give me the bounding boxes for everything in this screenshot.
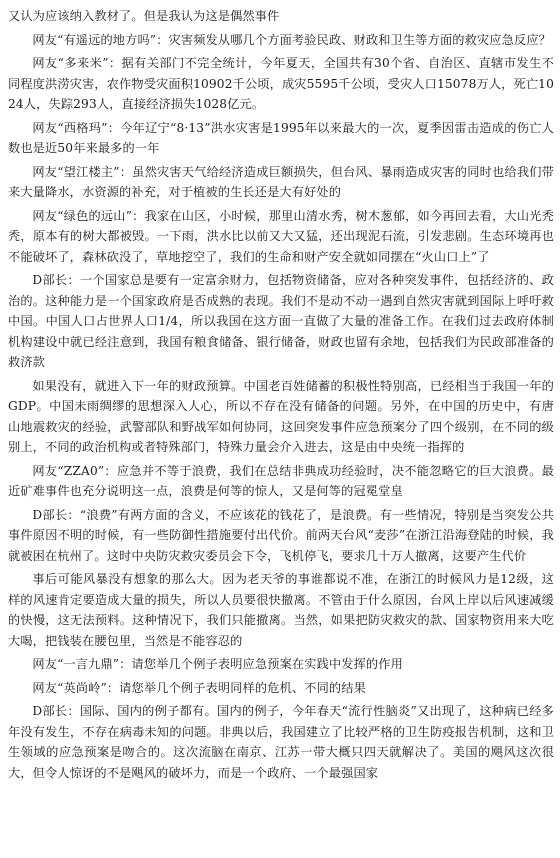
paragraph-8: 如果没有，就进入下一年的财政预算。中国老百姓储蓄的积极性特别高，已经相当于我国一年的GDP。中国未雨绸缪的思想深入人心，所以不存在没有储备的问题。另外，在中国的历史中，有唐山地震救灾的经验，武警部队和野战军如何协同，这回突发事件应急预案分了四个级别，在不同的级别上，不同的政治机构或者特殊部门，特殊力量会介入进去，这是由中央统一指挥的 <box>8 378 554 454</box>
paragraph-13: 网友“英尚岭”：请您举几个例子表明同样的危机、不同的结果 <box>32 680 366 695</box>
paragraph-9: 网友“ZZA0”：应急并不等于浪费，我们在总结非典成功经验时，决不能忽略它的巨大浪费。最近矿难事件也充分说明这一点，浪费是何等的惊人，又是何等的冠冕堂皇 <box>8 463 554 498</box>
paragraph-3: 网友“多来米”：据有关部门不完全统计，今年夏天，全国共有30个省、自治区、直辖市发生不同程度洪涝灾害，农作物受灾面积10902千公顷，成灾5595千公顷，受灾人口15078万人，死亡1024人，失踪293人，直接经济损失1028亿元。 <box>8 56 554 111</box>
paragraph-7: D部长：一个国家总是要有一定富余财力，包括物资储备，应对各种突发事件，包括经济的、政治的。这种能力是一个国家政府是否成熟的表现。我们不是动不动一遇到自然灾害就到国际上呼吁救中国。中国人口占世界人口1/4，所以我国在这方面一直做了大量的准备工作。在我们过去政府体制机构建设中就已经注意到，我国有粮食储备、银行储备，财政也留有余地，包括我们为民政部准备的救济款 <box>8 273 554 369</box>
paragraph-5: 网友“望江楼主”：虽然灾害天气给经济造成巨额损失，但台风、暴雨造成灾害的同时也给我们带来大量降水，水资源的补充，对于植被的生长还是大有好处的 <box>8 164 554 199</box>
paragraph-11: 事后可能风暴没有想象的那么大。因为老天爷的事谁都说不准，在浙江的时候风力是12级，这样的风速肯定要造成大量的损失，所以人员要很快撤离。不管由于什么原因，台风上岸以后风速减缓的快慢，这无法预料。这种情况下，我们只能撤离。当然，如果把防灾救灾的款、国家物资用来大吃大喝，把钱装在腰包里，当然是不能容忍的 <box>8 572 554 648</box>
paragraph-4: 网友“西格玛”：今年辽宁“8·13”洪水灾害是1995年以来最大的一次，夏季因雷击造成的伤亡人数也是近50年来最多的一年 <box>8 120 554 155</box>
paragraph-1: 又认为应该纳入教材了。但是我认为这是偶然事件 <box>8 9 280 23</box>
paragraph-6: 网友“绿色的远山”：我家在山区，小时候，那里山清水秀，树木葱郁，如今再回去看，大山光秃秃，原本有的树大都被毁。一下雨，洪水比以前又大又猛，还出现泥石流，引发悲剧。生态环境再也不能破坏了，森林砍没了，草地挖空了，我们的生命和财产安全就如同摆在“火山口上”了 <box>8 208 554 264</box>
paragraph-10: D部长：“浪费”有两方面的含义，不应该花的钱花了，是浪费。有一些情况，特别是当突发公共事件原因不明的时候，有一些防御性措施要付出代价。前两天台风“麦莎”在浙江沿海登陆的时候，我就被困在杭州了。这时中央防灾救灾委员会下令，飞机停飞，要求几十万人撤离，这要产生代价 <box>8 507 554 563</box>
paragraph-2: 网友“有遥远的地方吗”：灾害频发从哪几个方面考验民政、财政和卫生等方面的救灾应急反应？ <box>32 32 551 47</box>
paragraph-14: D部长：国际、国内的例子都有。国内的例子，今年春天“流行性脑炎”又出现了，这种病已经多年没有发生，不存在病毒未知的问题。非典以后，我国建立了比较严格的卫生防疫报告机制，这和卫生领域的应急预案是吻合的。这次流脑在南京、江苏一带大概只四天就解决了。美国的飓风这次很大，但令人惊讶的不是飓风的破坏力，而是一个政府、一个最强国家 <box>8 704 554 780</box>
paragraph-12: 网友“一言九鼎”：请您举几个例子表明应急预案在实践中发挥的作用 <box>32 657 403 671</box>
